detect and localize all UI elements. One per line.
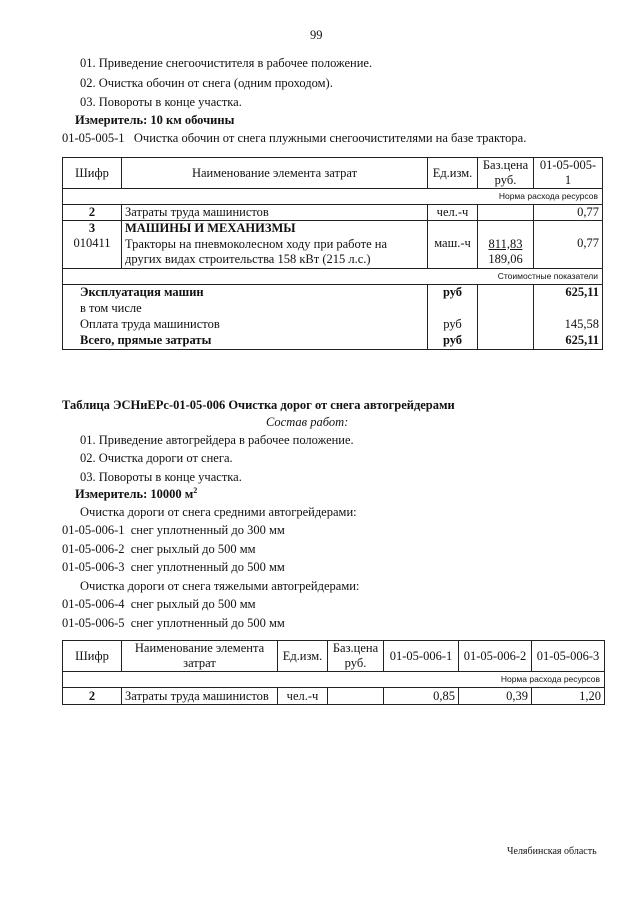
header-base-price: Баз.цена руб. xyxy=(478,158,534,189)
row-name: Затраты труда машинистов xyxy=(122,688,278,705)
cost-name: в том числе xyxy=(63,301,428,316)
row-price xyxy=(478,236,534,268)
item-line xyxy=(62,523,285,538)
group-label: Очистка дороги от снега тяжелыми автогрейдерами: xyxy=(80,579,360,593)
header-unit: Ед.изм. xyxy=(428,158,478,189)
row-value: 0,85 xyxy=(384,688,459,705)
meter-label xyxy=(75,486,197,502)
item-code: 01-05-006-2 xyxy=(62,542,125,556)
row-code: 010411 xyxy=(63,236,122,268)
group-label: Очистка дороги от снега средними автогрейдерами: xyxy=(80,505,357,519)
row-code: 3 xyxy=(63,221,122,237)
item-line xyxy=(62,131,526,146)
header-code-col: 01-05-006-2 xyxy=(459,641,532,672)
cost-value: 145,58 xyxy=(534,316,603,333)
norm-label: Норма расхода ресурсов xyxy=(63,672,605,688)
work-item: 01. Приведение автогрейдера в рабочее положение. xyxy=(80,433,354,447)
meter-text: Измеритель: 10000 м xyxy=(75,487,194,502)
item-line xyxy=(62,616,285,631)
row-unit: маш.-ч xyxy=(428,236,478,268)
cost-unit xyxy=(428,301,478,316)
row-name: Тракторы на пневмоколесном ходу при работе на других видах строительства 158 кВт (215 л.с.) xyxy=(122,236,428,268)
cost-empty xyxy=(478,301,534,316)
row-code: 2 xyxy=(63,688,122,705)
header-base-price: Баз.цена руб. xyxy=(328,641,384,672)
cost-label: Стоимостные показатели xyxy=(63,268,603,284)
header-code: Шифр xyxy=(63,641,122,672)
item-code: 01-05-006-3 xyxy=(62,560,125,574)
work-item: 02. Очистка дороги от снега. xyxy=(80,451,233,465)
composition-label: Состав работ: xyxy=(266,415,349,429)
resource-table-1 xyxy=(62,157,603,350)
cost-name: Всего, прямые затраты xyxy=(63,333,428,349)
row-name: Затраты труда машинистов xyxy=(122,205,428,221)
item-code: 01-05-006-4 xyxy=(62,597,125,611)
item-line xyxy=(62,560,285,575)
row-price xyxy=(478,221,534,237)
item-desc: снег рыхлый до 500 мм xyxy=(130,597,256,611)
row-name: МАШИНЫ И МЕХАНИЗМЫ xyxy=(122,221,428,237)
row-value xyxy=(534,221,603,237)
header-name: Наименование элемента затрат xyxy=(122,158,428,189)
cost-value xyxy=(534,301,603,316)
cost-unit: руб xyxy=(428,284,478,301)
price-value: 811,83 xyxy=(488,236,523,251)
work-item: 03. Повороты в конце участка. xyxy=(80,95,242,109)
cost-empty xyxy=(478,284,534,301)
work-item: 03. Повороты в конце участка. xyxy=(80,470,242,484)
header-code-col: 01-05-006-1 xyxy=(384,641,459,672)
header-code: Шифр xyxy=(63,158,122,189)
cost-name: Эксплуатация машин xyxy=(63,284,428,301)
item-desc: снег уплотненный до 500 мм xyxy=(130,560,285,574)
item-code: 01-05-006-5 xyxy=(62,616,125,630)
table-title: Таблица ЭСНиЕРс-01-05-006 Очистка дорог от снега автогрейдерами xyxy=(62,398,455,412)
price-value: 189,06 xyxy=(488,251,523,266)
header-name: Наименование элемента затрат xyxy=(122,641,278,672)
header-unit: Ед.изм. xyxy=(278,641,328,672)
meter-label: Измеритель: 10 км обочины xyxy=(75,113,235,127)
work-item: 02. Очистка обочин от снега (одним проходом). xyxy=(80,76,333,90)
norm-label: Норма расхода ресурсов xyxy=(63,189,603,205)
row-value: 0,77 xyxy=(534,205,603,221)
item-code: 01-05-006-1 xyxy=(62,523,125,537)
row-code: 2 xyxy=(63,205,122,221)
meter-sup: 2 xyxy=(193,486,198,495)
header-code-col: 01-05-005-1 xyxy=(534,158,603,189)
cost-empty xyxy=(478,333,534,349)
cost-value: 625,11 xyxy=(534,284,603,301)
item-desc: Очистка обочин от снега плужными снегоочистителями на базе трактора. xyxy=(133,131,527,145)
item-code: 01-05-005-1 xyxy=(62,131,125,145)
row-value: 0,77 xyxy=(534,236,603,268)
cost-value: 625,11 xyxy=(534,333,603,349)
row-unit: чел.-ч xyxy=(428,205,478,221)
cost-unit: руб xyxy=(428,333,478,349)
row-value: 1,20 xyxy=(532,688,605,705)
header-code-col: 01-05-006-3 xyxy=(532,641,605,672)
page-number: 99 xyxy=(310,28,323,42)
item-desc: снег уплотненный до 500 мм xyxy=(130,616,285,630)
row-unit: чел.-ч xyxy=(278,688,328,705)
cost-unit: руб xyxy=(428,316,478,333)
resource-table-2 xyxy=(62,640,605,705)
row-price xyxy=(478,205,534,221)
item-line xyxy=(62,597,256,612)
row-value: 0,39 xyxy=(459,688,532,705)
item-line xyxy=(62,542,256,557)
row-price xyxy=(328,688,384,705)
item-desc: снег рыхлый до 500 мм xyxy=(130,542,256,556)
row-unit xyxy=(428,221,478,237)
cost-empty xyxy=(478,316,534,333)
footer-region: Челябинская область xyxy=(507,846,597,857)
cost-name: Оплата труда машинистов xyxy=(63,316,428,333)
work-item: 01. Приведение снегоочистителя в рабочее положение. xyxy=(80,56,373,70)
item-desc: снег уплотненный до 300 мм xyxy=(130,523,285,537)
